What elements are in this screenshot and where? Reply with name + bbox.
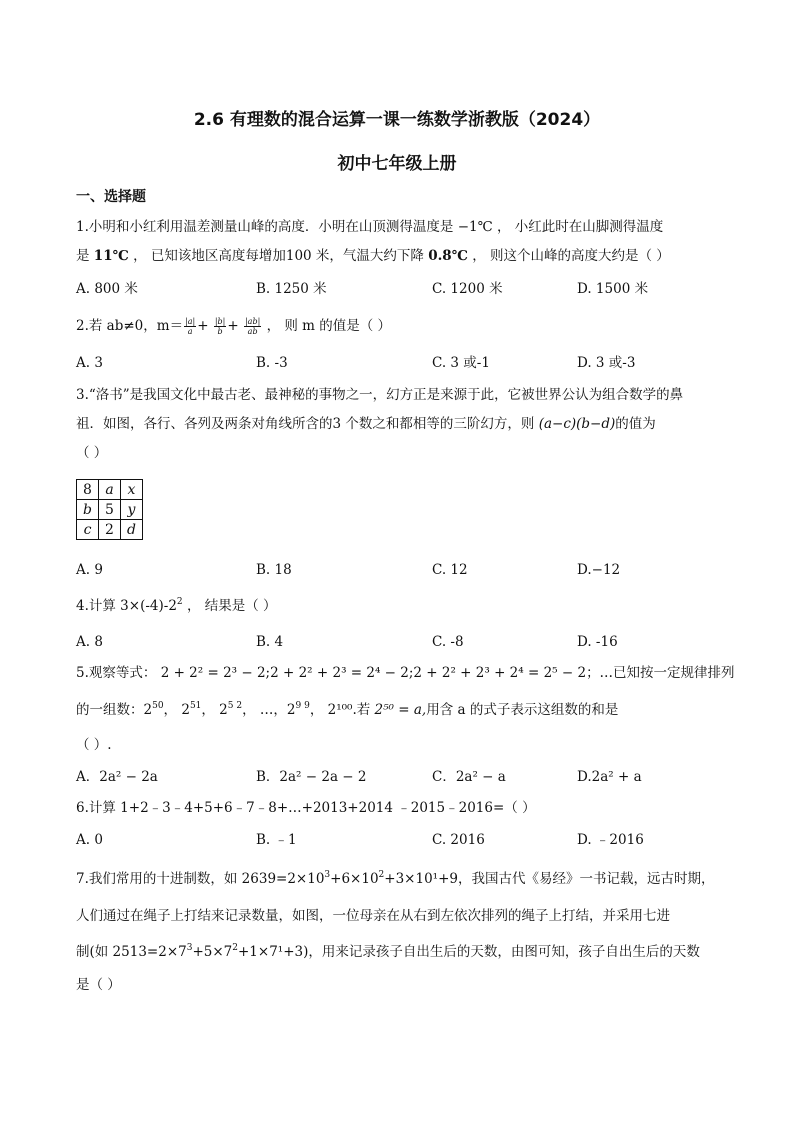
question-7-line-1: 7.我们常用的十进制数，如 $2639=2\times 10^3+6\times 10^2+3\times 10^1+9$，我国古代《易经》一书记载，远古时期， xyxy=(76,870,715,887)
grid-row xyxy=(77,500,143,520)
expression: (a−c)(b−d) xyxy=(538,416,616,432)
option-a: A. 3 xyxy=(76,355,103,371)
question-4-stem: 4.计算 $3\times(-4)-2^2$ ， 结果是（ ） xyxy=(76,597,277,614)
magic-square-grid xyxy=(76,479,143,540)
question-6-stem: 6.计算 1+2﹣3﹣4+5+6﹣7﹣8+…+2013+2014 ﹣2015﹣2016=（ ） xyxy=(76,800,536,816)
grid-cell: 5 xyxy=(99,500,121,520)
question-5-line-3: （ ）. xyxy=(76,737,112,753)
option-a: A. 800 米 xyxy=(76,281,138,297)
option-b: B. 18 xyxy=(256,562,292,578)
fraction-abs-b: $\frac{|b|}{b}$ xyxy=(214,317,226,336)
grid-cell: 8 xyxy=(77,480,99,500)
question-7-line-3: 制(如 $2513=2\times 7^3+5\times 7^2+1\times 7^1+3$)，用来记录孩子自出生后的天数，由图可知，孩子自出生后的天数 xyxy=(76,943,700,960)
grid-cell: 2 xyxy=(99,520,121,540)
question-2-stem: 2.若 ab≠0，m＝ $\frac{|a|}{a}$ + $\frac{|b|}{b}$ + $\frac{|ab|}{ab}$ ， 则 m 的值是（ ） xyxy=(76,317,392,336)
grid-cell: c xyxy=(77,520,99,540)
grid-row xyxy=(77,520,143,540)
option-d: D. 3 或-3 xyxy=(577,355,636,371)
option-c: C. 2016 xyxy=(432,832,485,848)
option-c: C. 3 或-1 xyxy=(432,355,490,371)
grid-cell: d xyxy=(121,520,143,540)
option-d: D. -16 xyxy=(577,634,618,650)
question-3-line-3: （ ） xyxy=(76,445,108,461)
option-b: B．2a² − 2a − 2 xyxy=(256,769,367,785)
document-subtitle: 初中七年级上册 xyxy=(337,154,457,174)
option-d: D. ﹣2016 xyxy=(577,832,644,848)
question-3-line-1: 3.“洛书”是我国文化中最古老、最神秘的事物之一，幻方正是来源于此，它被世界公认为组合数学的鼻 xyxy=(76,387,684,403)
grid-cell: b xyxy=(77,500,99,520)
option-a: A．2a² − 2a xyxy=(76,769,158,785)
option-c: C．2a² − a xyxy=(432,769,506,785)
temperature-top: −1℃ xyxy=(457,219,493,235)
question-1-line-2: 是 11℃ ， 已知该地区高度每增加100 米，气温大约下降 0.8℃ ， 则这个山峰的高度大约是（ ） xyxy=(76,248,670,264)
document-title: 2.6 有理数的混合运算一课一练数学浙教版（2024） xyxy=(193,110,601,130)
grid-cell: a xyxy=(99,480,121,500)
grid-cell: y xyxy=(121,500,143,520)
question-3-line-2: 祖．如图，各行、各列及两条对角线所含的3 个数之和都相等的三阶幻方，则 (a−c)(b−d)的值为 xyxy=(76,416,656,432)
question-7-line-2: 人们通过在绳子上打结来记录数量，如图，一位母亲在从右到左依次排列的绳子上打结，并采用七进 xyxy=(76,908,670,924)
fraction-abs-a: $\frac{|a|}{a}$ xyxy=(185,317,196,336)
equation-given: 2⁵⁰ = a, xyxy=(374,702,427,718)
option-a: A. 8 xyxy=(76,634,103,650)
option-d: D. 1500 米 xyxy=(577,281,649,297)
temperature-bottom: 11℃ xyxy=(93,248,129,264)
option-b: B. ﹣1 xyxy=(256,832,297,848)
question-5-line-1: 5.观察等式： 2 + 2² = 2³ − 2;2 + 2² + 2³ = 2⁴ − 2;2 + 2² + 2³ + 2⁴ = 2⁵ − 2；…已知按一定规律排列 xyxy=(76,665,735,681)
option-d: D.2a² + a xyxy=(577,769,642,785)
grid-row xyxy=(77,480,143,500)
option-c: C. 1200 米 xyxy=(432,281,503,297)
equation-series: 2 + 2² = 2³ − 2;2 + 2² + 2³ = 2⁴ − 2;2 + 2² + 2³ + 2⁴ = 2⁵ − 2 xyxy=(160,665,587,681)
fraction-abs-ab: $\frac{|ab|}{ab}$ xyxy=(244,317,261,336)
question-5-line-2: 的一组数：$2^{50}$， $2^{51}$， $2^{5 2}$， …，$2^{9 9}$， 2¹⁰⁰.若 2⁵⁰ = a,用含 a 的式子表示这组数的和是 xyxy=(76,701,619,718)
grid-cell: x xyxy=(121,480,143,500)
option-b: B. -3 xyxy=(256,355,288,371)
option-a: A. 9 xyxy=(76,562,103,578)
section-heading: 一、选择题 xyxy=(76,189,146,205)
temperature-drop: 0.8℃ xyxy=(428,248,468,264)
question-1-line-1: 1.小明和小红利用温差测量山峰的高度．小明在山顶测得温度是 −1℃ ， 小红此时在山脚测得温度 xyxy=(76,219,664,235)
option-a: A. 0 xyxy=(76,832,103,848)
question-7-line-4: 是（ ） xyxy=(76,977,121,993)
option-c: C. 12 xyxy=(432,562,468,578)
option-b: B. 1250 米 xyxy=(256,281,327,297)
option-c: C. -8 xyxy=(432,634,464,650)
option-b: B. 4 xyxy=(256,634,284,650)
option-d: D.−12 xyxy=(577,562,621,578)
